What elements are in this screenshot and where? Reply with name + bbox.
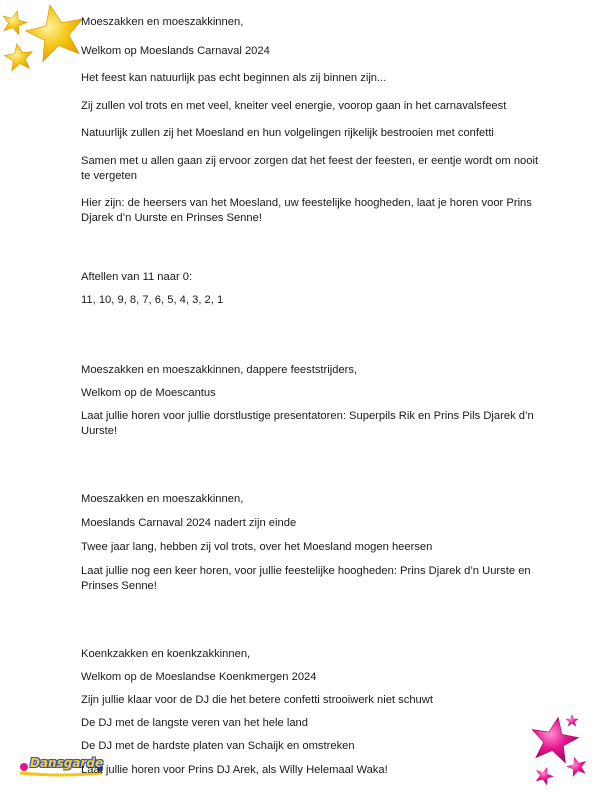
text-line: Hier zijn: de heersers van het Moesland, uw feestelijke hoogheden, laat je horen voor Prins Djarek d’n Uurste en Prinses Senne! <box>81 197 532 224</box>
star-icon <box>1 10 27 36</box>
text-line: Welkom op de Moescantus <box>81 387 216 399</box>
text-line: Zij zullen vol trots en met veel, kneiter veel energie, voorop gaan in het carnavalsfeest <box>81 100 507 112</box>
logo-wordmark: Dansgarde <box>30 756 104 770</box>
star-icon <box>4 43 34 73</box>
text-line: De DJ met de langste veren van het hele land <box>81 717 308 729</box>
text-line: 11, 10, 9, 8, 7, 6, 5, 4, 3, 2, 1 <box>81 294 224 306</box>
text-line: Het feest kan natuurlijk pas echt beginnen als zij binnen zijn... <box>81 72 387 84</box>
text-line: Moeszakken en moeszakkinnen, <box>81 493 244 505</box>
text-line: Laat jullie horen voor Prins DJ Arek, als Willy Helemaal Waka! <box>81 764 388 776</box>
text-line: Moeszakken en moeszakkinnen, dappere feeststrijders, <box>81 364 358 376</box>
text-line: Welkom op de Moeslandse Koenkmergen 2024 <box>81 671 317 683</box>
text-line: Laat jullie horen voor jullie dorstlustige presentatoren: Superpils Rik en Prins Pils Djarek d’n Uurste! <box>81 410 534 437</box>
text-line: Koenkzakken en koenkzakkinnen, <box>81 648 251 660</box>
text-line: Laat jullie nog een keer horen, voor jullie feestelijke hoogheden: Prins Djarek d’n Uurste en Prinses Senne! <box>81 565 531 592</box>
star-icon <box>25 3 87 65</box>
text-line: Samen met u allen gaan zij ervoor zorgen dat het feest der feesten, er eentje wordt om nooit te vergeten <box>81 155 539 182</box>
star-icon <box>566 756 588 778</box>
text-line: Welkom op Moeslands Carnaval 2024 <box>81 45 270 57</box>
text-line: Twee jaar lang, hebben zij vol trots, over het Moesland mogen heersen <box>81 541 433 553</box>
text-line: Zijn jullie klaar voor de DJ die het betere confetti strooiwerk niet schuwt <box>81 694 433 706</box>
star-icon <box>565 714 579 728</box>
text-line: De DJ met de hardste platen van Schaijk en omstreken <box>81 740 355 752</box>
text-line: Natuurlijk zullen zij het Moesland en hun volgelingen rijkelijk bestrooien met confetti <box>81 127 494 139</box>
text-line: Moeszakken en moeszakkinnen, <box>81 16 244 28</box>
text-line: Moeslands Carnaval 2024 nadert zijn einde <box>81 517 297 529</box>
text-line: Aftellen van 11 naar 0: <box>81 271 193 283</box>
